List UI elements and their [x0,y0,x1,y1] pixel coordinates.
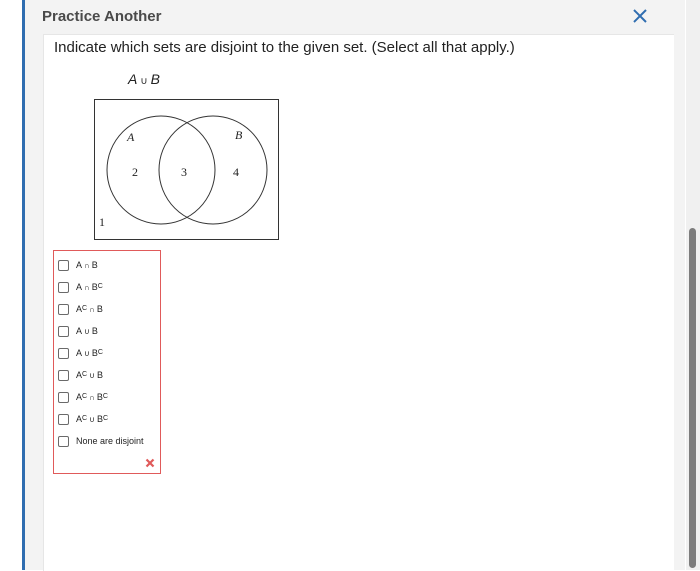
choice-none-are-disjoint[interactable]: None are disjoint [58,432,144,450]
checkbox[interactable] [58,260,69,271]
checkbox[interactable] [58,304,69,315]
close-icon [629,5,651,27]
incorrect-x-icon [145,458,155,468]
practice-panel [25,0,685,570]
checkbox[interactable] [58,282,69,293]
region-b-only: 4 [233,165,239,179]
region-outside: 1 [99,215,105,229]
choice-a-complement-union-b[interactable]: A C ∪ B [58,366,103,384]
given-set-expression [128,71,160,87]
region-a-and-b: 3 [181,165,187,179]
checkbox[interactable] [58,348,69,359]
checkbox[interactable] [58,414,69,425]
choice-a-union-b-complement[interactable]: A ∪ B C [58,344,103,362]
given-set-left: A [128,71,138,87]
region-a-only: 2 [132,165,138,179]
close-button[interactable] [629,5,651,27]
checkbox[interactable] [58,436,69,447]
scrollbar-thumb[interactable] [689,228,696,568]
choice-a-complement-union-b-complement[interactable]: A C ∪ B C [58,410,108,428]
question-content [43,34,674,571]
venn-label-b: B [235,128,243,142]
checkbox[interactable] [58,370,69,381]
vertical-scrollbar[interactable] [686,0,700,570]
panel-title: Practice Another [42,8,162,25]
given-set-operator: ∪ [140,76,148,87]
answer-choices [53,250,161,474]
choice-a-intersect-b[interactable]: A ∩ B [58,256,98,274]
question-prompt: Indicate which sets are disjoint to the given set. (Select all that apply.) [54,39,515,56]
checkbox[interactable] [58,392,69,403]
checkbox[interactable] [58,326,69,337]
choice-a-union-b[interactable]: A ∪ B [58,322,98,340]
venn-label-a: A [127,130,135,144]
venn-diagram [94,99,282,242]
choice-a-intersect-b-complement[interactable]: A ∩ B C [58,278,103,296]
given-set-right: B [150,71,161,87]
choice-a-complement-intersect-b-complement[interactable]: A C ∩ B C [58,388,108,406]
choice-a-complement-intersect-b[interactable]: A C ∩ B [58,300,103,318]
